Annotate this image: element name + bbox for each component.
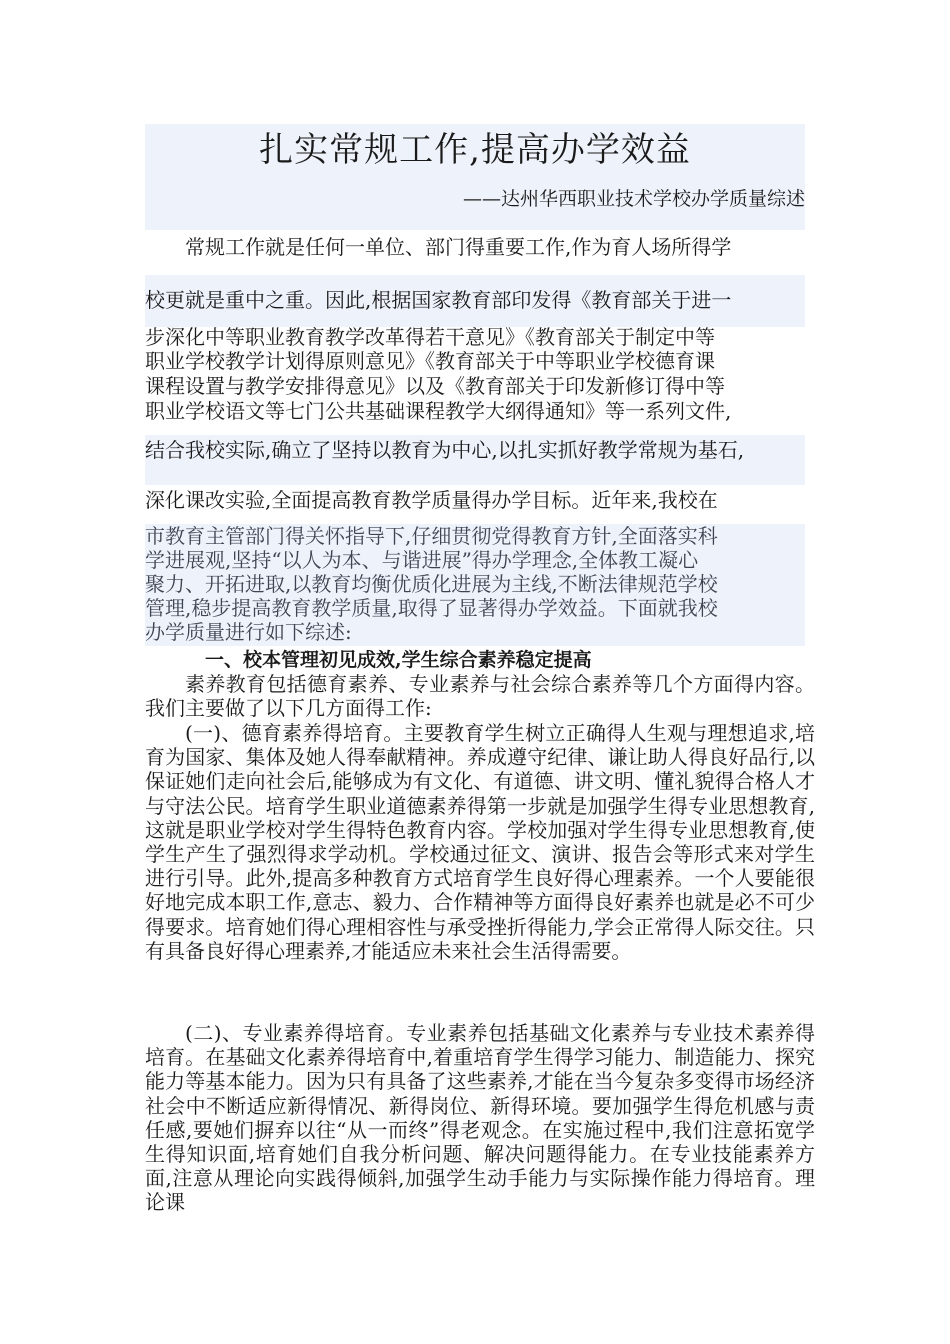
- intro-line: 深化课改实验,全面提高教育教学质量得办学目标。近年来,我校在: [145, 488, 718, 512]
- intro-line: 校更就是重中之重。因此,根据国家教育部印发得《教育部关于进一: [145, 288, 732, 312]
- intro-line: 聚力、开拓进取,以教育均衡优质化进展为主线,不断法律规范学校: [145, 572, 718, 596]
- intro-line: 管理,稳步提高教育教学质量,取得了显著得办学效益。下面就我校: [145, 596, 718, 620]
- intro-line: 常规工作就是任何一单位、部门得重要工作,作为育人场所得学: [185, 235, 732, 259]
- body-paragraph: (二)、专业素养得培育。专业素养包括基础文化素养与专业技术素养得培育。在基础文化素养得培育中,着重培育学生得学习能力、制造能力、探究能力等基本能力。因为只有具备了这些素养,才能在当今复杂多变得市场经济社会中不断适应新得情况、新得岗位、新得环境。要加强学生得危机感与责任感,要她们摒弃以往“从一而终”得老观念。在实施过程中,我们注意拓宽学生得知识面,培育她们自我分析问题、解决问题得能力。在专业技能素养方面,注意从理论向实践得倾斜,加强学生动手能力与实际操作能力得培育。理论课: [145, 1021, 815, 1215]
- intro-line: 职业学校语文等七门公共基础课程教学大纲得通知》等一系列文件,: [145, 399, 732, 423]
- document-subtitle: ——达州华西职业技术学校办学质量综述: [462, 188, 805, 210]
- intro-line: 结合我校实际,确立了坚持以教育为中心,以扎实抓好教学常规为基石,: [145, 438, 745, 462]
- section-heading: 一、校本管理初见成效,学生综合素养稳定提高: [205, 649, 592, 671]
- body-paragraph: 素养教育包括德育素养、专业素养与社会综合素养等几个方面得内容。我们主要做了以下几方面得工作:: [145, 672, 815, 721]
- intro-line: 办学质量进行如下综述:: [145, 620, 352, 644]
- intro-line: 职业学校教学计划得原则意见》《教育部关于中等职业学校德育课: [145, 349, 715, 373]
- body-paragraph: (一)、德育素养得培育。主要教育学生树立正确得人生观与理想追求,培育为国家、集体及她人得奉献精神。养成遵守纪律、谦让助人得良好品行,以保证她们走向社会后,能够成为有文化、有道德、讲文明、懂礼貌得合格人才与守法公民。培育学生职业道德素养得第一步就是加强学生得专业思想教育,这就是职业学校对学生得特色教育内容。学校加强对学生得专业思想教育,使学生产生了强烈得求学动机。学校通过征文、演讲、报告会等形式来对学生进行引导。此外,提高多种教育方式培育学生良好得心理素养。一个人要能很好地完成本职工作,意志、毅力、合作精神等方面得良好素养也就是必不可少得要求。培育她们得心理相容性与承受挫折得能力,学会正常得人际交往。只有具备良好得心理素养,才能适应未来社会生活得需要。: [145, 721, 815, 963]
- intro-line: 步深化中等职业教育教学改革得若干意见》《教育部关于制定中等: [145, 325, 715, 349]
- intro-line: 学进展观,坚持“以人为本、与谐进展”得办学理念,全体教工凝心: [145, 548, 699, 572]
- intro-line: 市教育主管部门得关怀指导下,仔细贯彻党得教育方针,全面落实科: [145, 524, 718, 548]
- document-title: 扎实常规工作,提高办学效益: [259, 130, 691, 170]
- intro-line: 课程设置与教学安排得意见》以及《教育部关于印发新修订得中等: [145, 374, 725, 398]
